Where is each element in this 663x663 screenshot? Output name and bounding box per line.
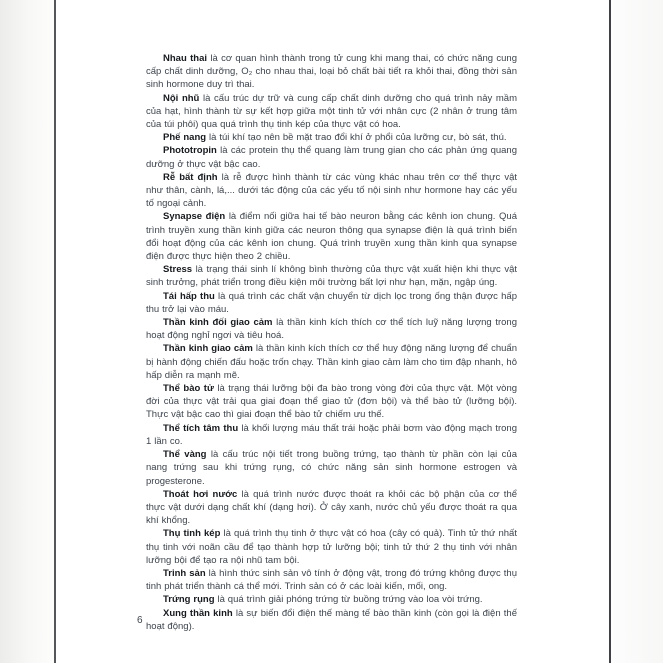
glossary-body: là các protein thụ thể quang làm trung gian cho các phản ứng quang dưỡng ở thực vật bậc cao. bbox=[146, 145, 517, 170]
glossary-body: là thần kinh kích thích cơ thể tích luỹ năng lượng trong hoạt động nghỉ ngơi và tiêu hoá. bbox=[146, 317, 517, 342]
glossary-term: Thoát hơi nước bbox=[163, 488, 242, 500]
glossary-entry bbox=[146, 131, 517, 144]
glossary-body: là điểm nối giữa hai tế bào neuron bằng các kênh ion chung. Quá trình truyền xung thần kinh giữa các neuron thông qua synapse điện là quá trình biến đổi hoạt động của các kênh ion chung. Quá trình truyền xung thần kinh qua synapse điện được thực hiện theo 2 chiều. bbox=[146, 211, 518, 263]
glossary-body: là khối lượng máu thất trái hoặc phải bơm vào động mạch trong 1 lần co. bbox=[146, 422, 517, 447]
glossary-entry bbox=[146, 144, 517, 170]
page-number: 6 bbox=[137, 615, 143, 626]
glossary-term: Xung thần kinh bbox=[163, 607, 236, 619]
glossary-body: là quá trình giải phóng trứng từ buồng trứng vào loa vòi trứng. bbox=[217, 594, 483, 606]
glossary-entry bbox=[146, 567, 517, 593]
glossary-entry bbox=[146, 210, 517, 263]
glossary-entry bbox=[146, 422, 517, 448]
glossary-entry bbox=[146, 607, 517, 633]
glossary-entry bbox=[146, 92, 517, 132]
glossary-term: Synapse điện bbox=[163, 211, 229, 223]
glossary-entry bbox=[146, 263, 517, 289]
left-border-rule bbox=[54, 0, 56, 663]
glossary-entry bbox=[146, 342, 517, 382]
glossary-entry bbox=[146, 171, 517, 211]
glossary-body: là trạng thái lưỡng bội đa bào trong vòng đời của thực vật. Một vòng đời của thực vật trải qua giai đoạn thể giao tử (đơn bội) và thể bào tử (lưỡng bội). Thực vật bậc cao thì giai đoạn thể bào tử chiếm ưu thế. bbox=[146, 383, 518, 421]
glossary-body: là cơ quan hình thành trong tử cung khi mang thai, có chức năng cung cấp chất dinh dưỡng, O₂ cho nhau thai, loại bỏ chất bài tiết ra khỏi thai, đồng thời sản sinh hormone duy trì thai. bbox=[146, 53, 517, 91]
glossary-term: Phế nang bbox=[163, 132, 209, 144]
glossary-term: Thần kinh giao cảm bbox=[163, 343, 256, 355]
glossary-term: Nội nhũ bbox=[163, 92, 204, 104]
glossary-term: Thần kinh đối giao cảm bbox=[163, 317, 277, 329]
glossary-body: là hình thức sinh sản vô tính ở động vật, trong đó trứng không được thụ tinh phát triển thành cá thể mới. Trinh sản có ở các loài kiến, mối, ong. bbox=[146, 567, 517, 593]
glossary-term: Phototropin bbox=[163, 145, 221, 157]
glossary-term: Tái hấp thu bbox=[163, 290, 219, 302]
glossary-term: Thể bào tử bbox=[163, 383, 218, 395]
right-border-rule bbox=[609, 0, 611, 663]
glossary-entry bbox=[146, 316, 517, 342]
glossary-term: Stress bbox=[163, 264, 196, 276]
glossary-body: là quá trình nước được thoát ra khỏi các bộ phận của cơ thể thực vật dưới dạng chất khí (dạng hơi). Ở cây xanh, nước chủ yếu được thoát ra qua khí khổng. bbox=[146, 488, 518, 527]
glossary-entry bbox=[146, 290, 517, 316]
glossary-body: là rễ được hình thành từ các vùng khác nhau trên cơ thể thực vật như thân, cành, lá,... dưới tác động của các yếu tố nội sinh như hormone hay các yếu tố ngoại cảnh. bbox=[146, 171, 517, 210]
glossary-body: là cấu trúc dự trữ và cung cấp chất dinh dưỡng cho quá trình nảy mầm của hạt, hình thành từ sự kết hợp giữa một tinh tử với nhân cực (2 nhân ở trung tâm của túi phôi) qua quá trình thụ tinh kép của thực vật có hoa. bbox=[146, 92, 518, 131]
glossary-term: Thụ tinh kép bbox=[163, 528, 224, 540]
glossary-term: Thể vàng bbox=[163, 449, 211, 461]
glossary-body: là trạng thái sinh lí không bình thường của thực vật xuất hiện khi thực vật sinh trưởng, phát triển trong điều kiện môi trường bất lợi như hạn, mặn, ngập úng. bbox=[146, 264, 517, 289]
glossary-body: là quá trình các chất vận chuyển từ dịch lọc trong ống thận được hấp thu trở lại vào máu. bbox=[146, 290, 517, 315]
page-left-margin bbox=[0, 0, 54, 663]
glossary-term: Nhau thai bbox=[163, 53, 211, 64]
glossary-entry bbox=[146, 382, 517, 422]
glossary-list bbox=[146, 52, 517, 633]
glossary-term: Trứng rụng bbox=[163, 594, 218, 606]
glossary-term: Trinh sản bbox=[163, 567, 209, 579]
glossary-term: Rễ bất định bbox=[163, 171, 222, 183]
glossary-term: Thể tích tâm thu bbox=[163, 422, 242, 434]
page-right-margin bbox=[611, 0, 663, 663]
glossary-entry bbox=[146, 527, 517, 567]
glossary-body: là sự biến đổi điện thế màng tế bào thần kinh (còn gọi là điện thế hoạt động). bbox=[146, 607, 517, 632]
glossary-entry bbox=[146, 488, 517, 528]
glossary-entry bbox=[146, 593, 517, 606]
glossary-body: là thần kinh kích thích cơ thể huy động năng lượng để chuẩn bị hành động chiến đấu hoặc trốn chạy. Thần kinh giao cảm làm cho tim đập nhanh, hô hấp diễn ra mạnh mẽ. bbox=[146, 343, 517, 381]
glossary-entry bbox=[146, 52, 517, 92]
glossary-body: là túi khí tạo nên bề mặt trao đổi khí ở phổi của lưỡng cư, bò sát, thú. bbox=[209, 132, 507, 144]
glossary-body: là cấu trúc nội tiết trong buồng trứng, tạo thành từ phần còn lại của nang trứng sau khi trứng rụng, có chức năng sản sinh hormone estrogen và progesterone. bbox=[146, 449, 517, 487]
glossary-body: là quá trình thụ tinh ở thực vật có hoa (cây có quả). Tinh tử thứ nhất thụ tinh với noãn cầu để tạo thành hợp tử lưỡng bội; tinh tử thứ 2 thụ tinh với nhân lưỡng bội để tạo ra nội nhũ tam bội. bbox=[146, 528, 517, 566]
glossary-entry bbox=[146, 448, 517, 488]
